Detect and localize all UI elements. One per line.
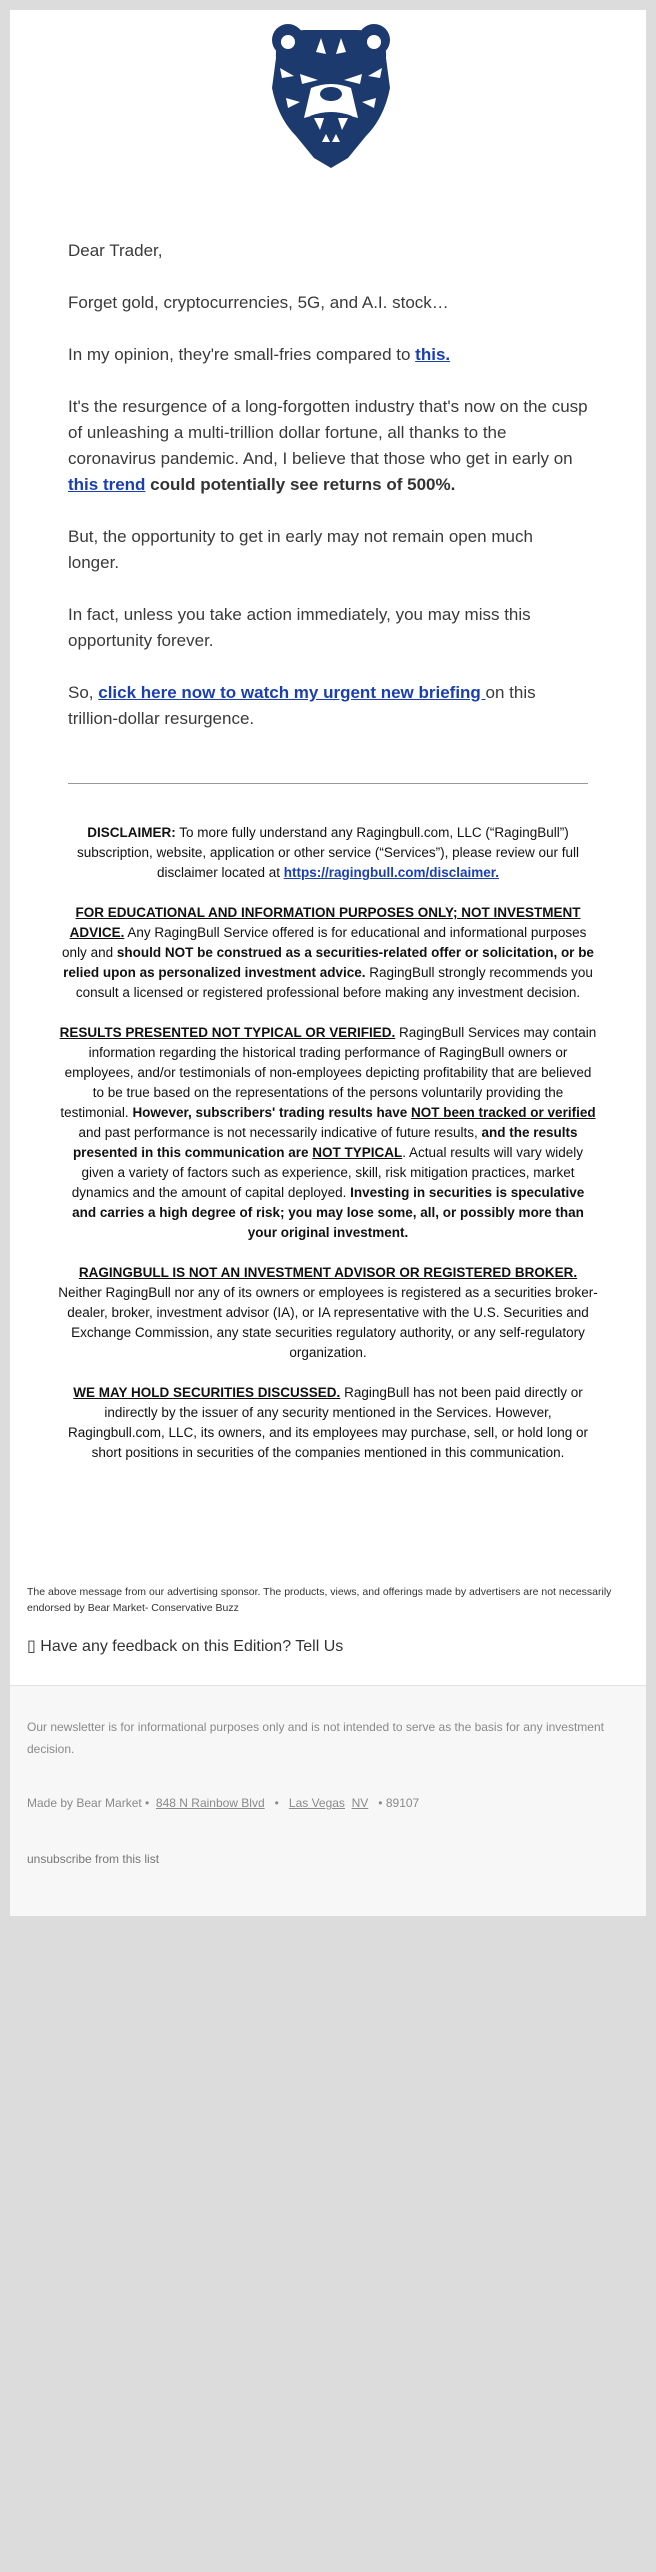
watch-briefing-link[interactable]: click here now to watch my urgent new briefing	[98, 683, 486, 702]
feedback-link[interactable]: ▯ Have any feedback on this Edition? Tell Us	[27, 1638, 344, 1655]
footer-address: Made by Bear Market • 848 N Rainbow Blvd • Las Vegas NV • 89107	[27, 1796, 420, 1810]
state-link[interactable]: NV	[351, 1796, 369, 1810]
letter-paragraph: It's the resurgence of a long-forgotten industry that's now on the cusp of unleashing a multi-trillion dollar fortune, all thanks to the coronavirus pandemic. And, I believe that those who get in early on this trend could potentially see returns of 500%.	[68, 397, 588, 494]
letter-paragraph: So, click here now to watch my urgent new briefing on this trillion-dollar resurgence.	[68, 683, 536, 728]
legal-disclaimers	[58, 823, 598, 1483]
broker-section: RAGINGBULL IS NOT AN INVESTMENT ADVISOR OR REGISTERED BROKER. Neither RagingBull nor any of its owners or employees is registered as a securities broker-dealer, broker, investment advisor (IA), or IA representative with the U.S. Securities and Exchange Commission, any state securities regulatory authority, or any self-regulatory organization.	[58, 1265, 598, 1360]
sponsor-notice: The above message from our advertising sponsor. The products, views, and offerings made by advertisers are not necessarily endorsed by Bear Market- Conservative Buzz	[27, 1586, 612, 1614]
disclaimer-section: DISCLAIMER: To more fully understand any Ragingbull.com, LLC (“RagingBull”) subscription, website, application or other service (“Services”), please review our full disclaimer located at https://ragingbull.com/disclaimer.	[77, 825, 579, 880]
results-section: RESULTS PRESENTED NOT TYPICAL OR VERIFIED. RagingBull Services may contain information regarding the historical trading performance of RagingBull owners or employees, and/or testimonials of non-employees depicting profitability that are believed to be true based on the representations of the persons voluntarily providing the testimonial. However, subscribers' trading results have NOT been tracked or verified and past performance is not necessarily indicative of future results, and the results presented in this communication are NOT TYPICAL. Actual results will vary widely given a variety of factors such as experience, skill, risk mitigation practices, market dynamics and the amount of capital deployed. Investing in securities is speculative and carries a high degree of risk; you may lose some, all, or possibly more than your original investment.	[59, 1025, 597, 1240]
greeting: Dear Trader,	[68, 241, 163, 260]
footer	[10, 1685, 646, 1916]
city-link[interactable]: Las Vegas	[288, 1796, 345, 1810]
unsubscribe-link[interactable]: unsubscribe from this list	[27, 1852, 160, 1866]
bear-head-icon	[266, 18, 396, 168]
bear-logo	[266, 18, 396, 168]
street-link[interactable]: 848 N Rainbow Blvd	[155, 1796, 265, 1810]
this-link[interactable]: this.	[415, 345, 451, 364]
letter-paragraph: In my opinion, they're small-fries compared to this.	[68, 345, 451, 364]
this-trend-link[interactable]: this trend	[68, 475, 146, 494]
divider	[68, 783, 588, 784]
footer-disclaimer: Our newsletter is for informational purposes only and is not intended to serve as the basis for any investment decision.	[27, 1720, 604, 1756]
email-card	[10, 10, 646, 1915]
educational-section: FOR EDUCATIONAL AND INFORMATION PURPOSES ONLY; NOT INVESTMENT ADVICE. Any RagingBull Service offered is for educational and informational purposes only and should NOT be construed as a securities-related offer or solicitation, or be relied upon as personalized investment advice. RagingBull strongly recommends you consult a licensed or registered professional before making any investment decision.	[62, 905, 594, 1000]
letter-paragraph: Forget gold, cryptocurrencies, 5G, and A.I. stock…	[68, 293, 449, 312]
letter-paragraph: In fact, unless you take action immediately, you may miss this opportunity forever.	[68, 605, 531, 650]
letter-body	[68, 238, 588, 758]
letter-paragraph: But, the opportunity to get in early may not remain open much longer.	[68, 527, 533, 572]
disclaimer-link[interactable]: https://ragingbull.com/disclaimer.	[283, 865, 500, 880]
feedback-icon: ▯	[27, 1638, 36, 1655]
securities-section: WE MAY HOLD SECURITIES DISCUSSED. RagingBull has not been paid directly or indirectly by the issuer of any security mentioned in the Services. However, Ragingbull.com, LLC, its owners, and its employees may purchase, sell, or hold long or short positions in securities of the companies mentioned in this communication.	[67, 1385, 588, 1460]
